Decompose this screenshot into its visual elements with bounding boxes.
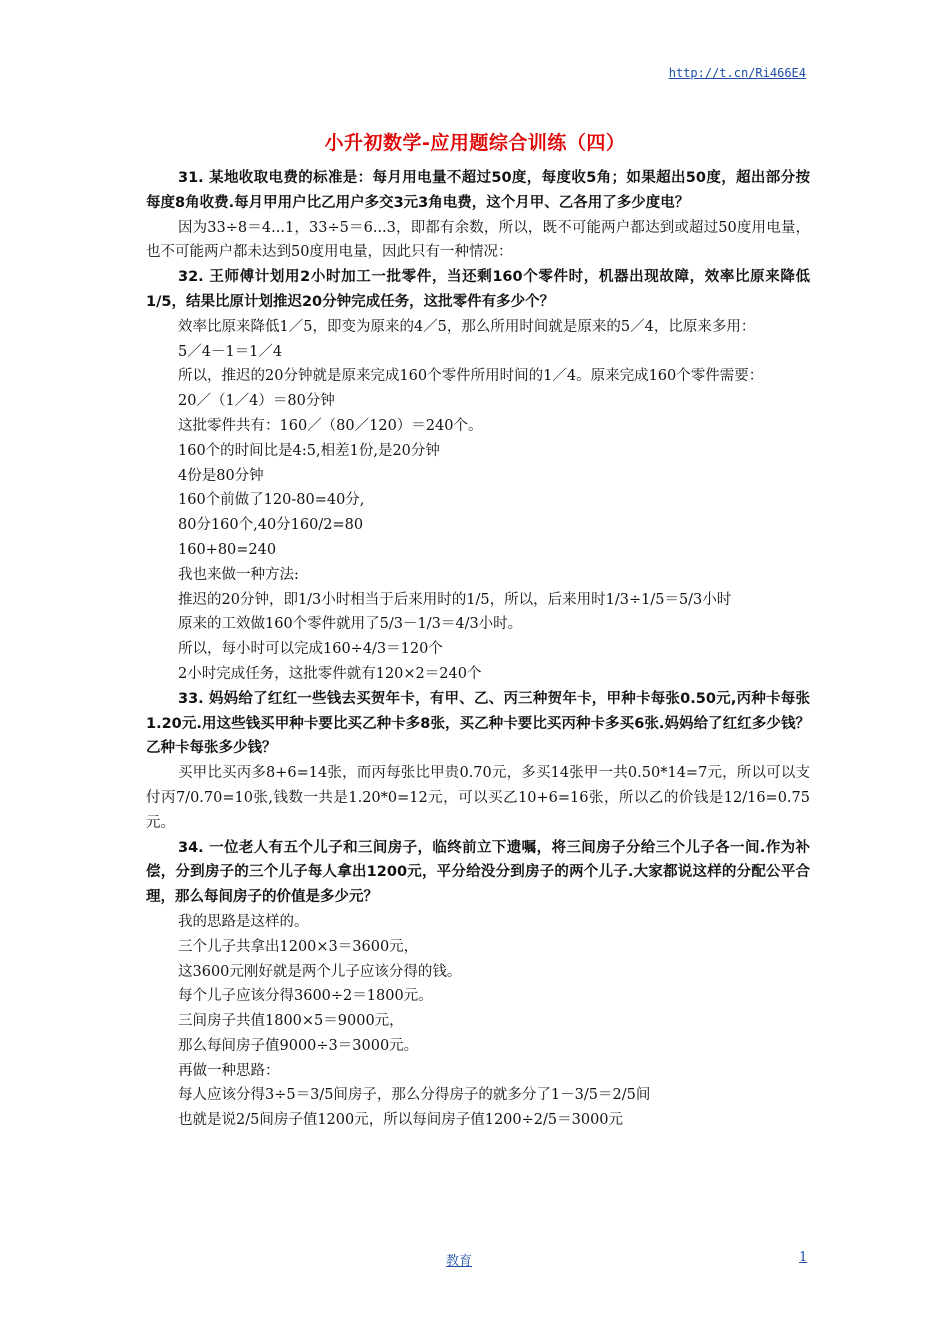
answer-paragraph: 原来的工效做160个零件就用了5/3－1/3＝4/3小时。 xyxy=(178,616,523,633)
answer-paragraph: 160+80=240 xyxy=(178,541,277,558)
answer-paragraph: 因为33÷8＝4...1，33÷5＝6...3，即都有余数，所以，既不可能两户都达到或超过50度用电量，也不可能两户都未达到50度用电量，因此只有一种情况： xyxy=(146,219,810,261)
answer-paragraph: 我的思路是这样的。 xyxy=(178,913,309,930)
answer-paragraph: 所以，推迟的20分钟就是原来完成160个零件所用时间的1／4。原来完成160个零件需要： xyxy=(178,368,764,385)
answer-paragraph: 160个的时间比是4:5,相差1份,是20分钟 xyxy=(178,442,440,459)
page-number[interactable]: 1 xyxy=(799,1250,808,1265)
answer-paragraph: 效率比原来降低1／5，即变为原来的4／5，那么所用时间就是原来的5／4，比原来多用： xyxy=(178,318,756,335)
answer-paragraph: 20／（1／4）＝80分钟 xyxy=(178,393,335,410)
question-paragraph: 34. 一位老人有五个儿子和三间房子，临终前立下遗嘱，将三间房子分给三个儿子各一间.作为补偿，分到房子的三个儿子每人拿出1200元，平分给没分到房子的两个儿子.大家都说这样的分配公平合理，那么每间房子的价值是多少元？ xyxy=(146,839,810,906)
header-url-link[interactable]: http://t.cn/Ri466E4 xyxy=(668,66,806,80)
answer-paragraph: 也就是说2/5间房子值1200元，所以每间房子值1200÷2/5＝3000元 xyxy=(178,1112,624,1129)
document-title: 小升初数学-应用题综合训练（四） xyxy=(324,132,626,154)
question-paragraph: 32. 王师傅计划用2小时加工一批零件，当还剩160个零件时，机器出现故障，效率比原来降低1/5，结果比原计划推迟20分钟完成任务，这批零件有多少个？ xyxy=(146,269,810,310)
footer-link[interactable]: 教育 xyxy=(446,1254,473,1269)
document-body xyxy=(146,166,810,1133)
answer-paragraph: 三个儿子共拿出1200×3＝3600元， xyxy=(178,938,419,955)
answer-paragraph: 5／4－1＝1／4 xyxy=(178,343,283,360)
question-paragraph: 33. 妈妈给了红红一些钱去买贺年卡，有甲、乙、丙三种贺年卡，甲种卡每张0.50元,丙种卡每张1.20元.用这些钱买甲种卡要比买乙种卡多8张，买乙种卡要比买丙种卡多买6张.妈妈给了红红多少钱？乙种卡每张多少钱？ xyxy=(146,690,810,757)
answer-paragraph: 每人应该分得3÷5＝3/5间房子，那么分得房子的就多分了1－3/5＝2/5间 xyxy=(178,1087,651,1104)
answer-paragraph: 这3600元刚好就是两个儿子应该分得的钱。 xyxy=(178,963,462,980)
answer-paragraph: 买甲比买丙多8+6=14张，而丙每张比甲贵0.70元，多买14张甲一共0.50*14=7元，所以可以支付丙7/0.70=10张,钱数一共是1.20*0=12元，可以买乙10+6=16张，所以乙的价钱是12/16=0.75元。 xyxy=(146,765,810,831)
answer-paragraph: 160个前做了120-80=40分, xyxy=(178,492,365,509)
answer-paragraph: 三间房子共值1800×5＝9000元， xyxy=(178,1013,404,1030)
answer-paragraph: 4份是80分钟 xyxy=(178,467,264,484)
answer-paragraph: 那么每间房子值9000÷3＝3000元。 xyxy=(178,1037,419,1054)
answer-paragraph: 这批零件共有：160／（80／120）＝240个。 xyxy=(178,417,483,434)
answer-paragraph: 2小时完成任务，这批零件就有120×2＝240个 xyxy=(178,665,482,682)
answer-paragraph: 我也来做一种方法: xyxy=(178,566,299,583)
answer-paragraph: 所以，每小时可以完成160÷4/3＝120个 xyxy=(178,641,443,658)
answer-paragraph: 推迟的20分钟，即1/3小时相当于后来用时的1/5，所以，后来用时1/3÷1/5＝5/3小时 xyxy=(178,591,732,608)
answer-paragraph: 80分160个,40分160/2=80 xyxy=(178,517,364,534)
answer-paragraph: 每个儿子应该分得3600÷2＝1800元。 xyxy=(178,988,433,1005)
question-paragraph: 31. 某地收取电费的标准是：每月用电量不超过50度，每度收5角；如果超出50度，超出部分按每度8角收费.每月甲用户比乙用户多交3元3角电费，这个月甲、乙各用了多少度电？ xyxy=(146,170,810,211)
answer-paragraph: 再做一种思路： xyxy=(178,1062,280,1079)
